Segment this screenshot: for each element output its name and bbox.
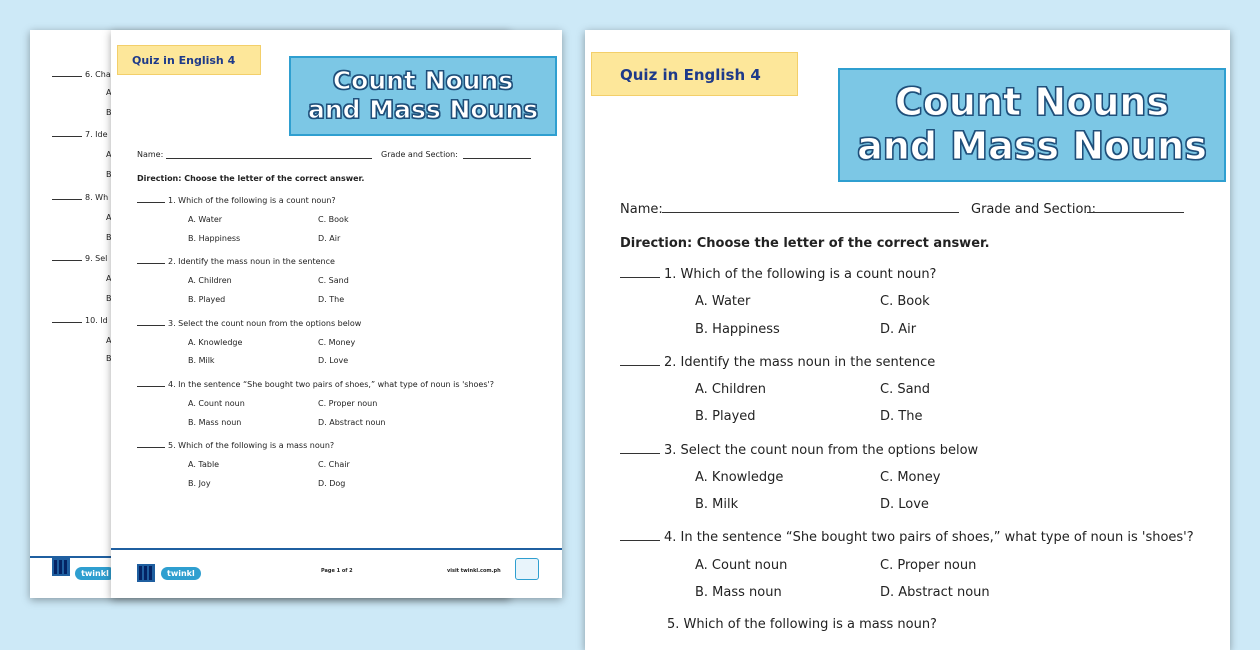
answer-blank[interactable] <box>137 386 165 387</box>
back-question-7: 7. Ide <box>52 130 108 139</box>
option: A. Knowledge <box>188 338 243 347</box>
answer-blank[interactable] <box>620 365 660 366</box>
back-question-8: 8. Wh <box>52 193 108 202</box>
back-option: A <box>106 88 112 97</box>
question-1: 1. Which of the following is a count noun? <box>137 196 336 205</box>
quiz-tag: Quiz in English 4 <box>591 52 798 96</box>
option: A. Knowledge <box>695 470 784 485</box>
name-label: Name: <box>137 150 164 159</box>
footer-website: visit twinkl.com.ph <box>447 568 501 574</box>
question-3: 3. Select the count noun from the options below <box>137 319 361 328</box>
name-field[interactable] <box>662 212 959 213</box>
qr-code-icon <box>52 558 70 576</box>
option: C. Chair <box>318 460 350 469</box>
option: C. Book <box>880 294 930 309</box>
name-field[interactable] <box>166 158 372 159</box>
option: B. Happiness <box>188 234 241 243</box>
name-label: Name: <box>620 202 663 217</box>
grade-label: Grade and Section: <box>971 202 1097 217</box>
option: C. Book <box>318 215 349 224</box>
question-4: 4. In the sentence “She bought two pairs of shoes,” what type of noun is 'shoes'? <box>620 530 1194 545</box>
grade-label: Grade and Section: <box>381 150 458 159</box>
quiz-tag: Quiz in English 4 <box>117 45 261 75</box>
back-option: B <box>106 170 112 179</box>
option: D. The <box>880 409 923 424</box>
back-option: B <box>106 354 112 363</box>
question-5: 5. Which of the following is a mass noun? <box>137 441 334 450</box>
quiz-title <box>838 68 1226 182</box>
grade-field[interactable] <box>463 158 531 159</box>
page-number: Page 1 of 2 <box>321 568 353 574</box>
direction-text: Direction: Choose the letter of the correct answer. <box>620 236 990 251</box>
title-line-1: Count Nouns <box>894 80 1170 125</box>
main-worksheet-page <box>585 30 1230 650</box>
option: D. Love <box>880 497 929 512</box>
option: C. Sand <box>880 382 931 397</box>
option: C. Money <box>880 470 941 485</box>
answer-blank[interactable] <box>137 325 165 326</box>
back-option: A <box>106 274 112 283</box>
answer-blank[interactable] <box>137 447 165 448</box>
option: A. Count noun <box>695 558 788 573</box>
twinkl-logo: twinkl <box>75 567 115 580</box>
answer-blank[interactable] <box>620 540 660 541</box>
option: A. Table <box>188 460 220 469</box>
question-1: 1. Which of the following is a count noun? <box>620 267 936 282</box>
small-worksheet-page <box>111 30 562 598</box>
option: B. Mass noun <box>188 418 242 427</box>
option: D. Air <box>318 234 341 243</box>
twinkl-logo: twinkl <box>161 567 201 580</box>
back-footer <box>52 558 115 580</box>
option: D. Abstract noun <box>318 418 386 427</box>
option: C. Sand <box>318 276 349 285</box>
badge-icon <box>515 558 539 580</box>
option: D. Abstract noun <box>880 585 990 600</box>
title-line-1: Count Nouns <box>332 66 514 96</box>
question-2: 2. Identify the mass noun in the sentence <box>137 257 335 266</box>
back-question-10: 10. Id <box>52 316 108 325</box>
option: B. Happiness <box>695 322 780 337</box>
back-option: B <box>106 294 112 303</box>
back-option: B <box>106 233 112 242</box>
answer-blank[interactable] <box>620 453 660 454</box>
option: D. Dog <box>318 479 346 488</box>
option: A. Children <box>188 276 232 285</box>
direction-text: Direction: Choose the letter of the correct answer. <box>137 174 365 183</box>
back-question-6: 6. Cha <box>52 70 111 79</box>
option: D. Air <box>880 322 917 337</box>
option: D. Love <box>318 356 349 365</box>
option: A. Count noun <box>188 399 245 408</box>
qr-code-icon <box>137 564 155 582</box>
question-2: 2. Identify the mass noun in the sentence <box>620 355 935 370</box>
back-question-9: 9. Sel <box>52 254 107 263</box>
option: B. Played <box>188 295 226 304</box>
back-option: A <box>106 213 112 222</box>
option: A. Water <box>695 294 751 309</box>
grade-field[interactable] <box>1087 212 1184 213</box>
option: B. Mass noun <box>695 585 782 600</box>
question-5: 5. Which of the following is a mass noun? <box>667 617 937 632</box>
back-option: A <box>106 336 112 345</box>
option: B. Played <box>695 409 756 424</box>
option: C. Proper noun <box>318 399 378 408</box>
option: A. Children <box>695 382 767 397</box>
question-3: 3. Select the count noun from the options below <box>620 443 978 458</box>
option: D. The <box>318 295 345 304</box>
option: B. Milk <box>695 497 739 512</box>
footer-left <box>137 564 201 582</box>
answer-blank[interactable] <box>137 202 165 203</box>
footer-divider <box>111 548 562 550</box>
title-line-2: and Mass Nouns <box>857 124 1207 168</box>
back-option: A <box>106 150 112 159</box>
option: C. Money <box>318 338 356 347</box>
option: B. Joy <box>188 479 211 488</box>
title-line-2: and Mass Nouns <box>307 95 539 124</box>
back-option: B <box>106 108 112 117</box>
option: A. Water <box>188 215 223 224</box>
answer-blank[interactable] <box>137 263 165 264</box>
answer-blank[interactable] <box>620 277 660 278</box>
quiz-title <box>289 56 557 136</box>
question-4: 4. In the sentence “She bought two pairs of shoes,” what type of noun is 'shoes'? <box>137 380 494 389</box>
option: B. Milk <box>188 356 215 365</box>
option: C. Proper noun <box>880 558 977 573</box>
